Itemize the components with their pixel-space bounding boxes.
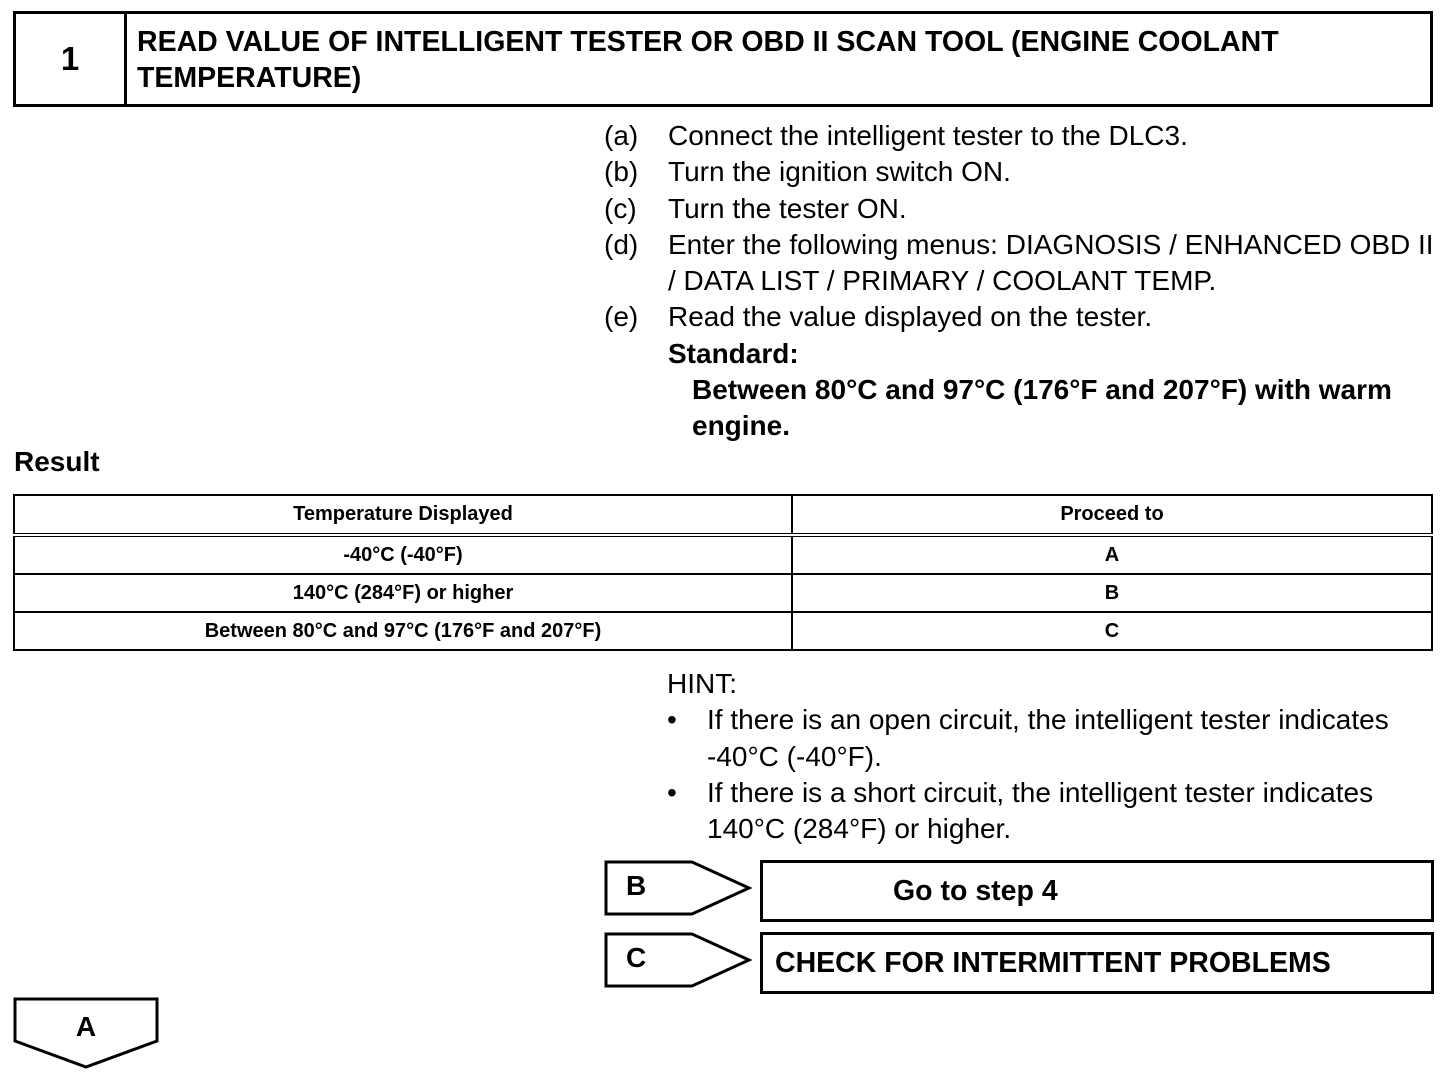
hint-item bbox=[667, 775, 1437, 848]
instruction-key: (c) bbox=[604, 192, 637, 224]
instruction-item bbox=[604, 299, 1434, 335]
temperature-cell: Between 80°C and 97°C (176°F and 207°F) bbox=[14, 612, 792, 650]
instruction-item bbox=[604, 227, 1434, 300]
standard-label: Standard: bbox=[668, 337, 799, 369]
table-row bbox=[14, 574, 1432, 612]
result-label: Result bbox=[14, 446, 100, 477]
instruction-item bbox=[604, 191, 1434, 227]
instruction-text: Read the value displayed on the tester. bbox=[668, 301, 1153, 333]
instruction-text: Connect the intelligent tester to the DLC3. bbox=[668, 120, 1188, 151]
instruction-list bbox=[604, 118, 1434, 445]
instruction-key: (e) bbox=[604, 301, 639, 333]
instruction-text: Enter the following menus: DIAGNOSIS / ENHANCED OBD II / DATA LIST / PRIMARY / COOLANT TEMP. bbox=[668, 228, 1434, 297]
table-header-row bbox=[14, 495, 1432, 535]
instruction-text: Turn the tester ON. bbox=[668, 192, 907, 224]
step-number: 1 bbox=[16, 14, 127, 104]
standard-value: Between 80°C and 97°C (176°F and 207°F) with warm engine. bbox=[692, 374, 1392, 442]
nav-option-c[interactable] bbox=[604, 932, 1434, 994]
nav-option-b[interactable] bbox=[604, 860, 1434, 922]
instruction-key: (a) bbox=[604, 120, 639, 151]
instruction-text: Turn the ignition switch ON. bbox=[668, 156, 1011, 188]
step-header bbox=[13, 11, 1433, 107]
result-table bbox=[13, 494, 1433, 651]
nav-letter: C bbox=[626, 942, 647, 973]
temperature-cell: -40°C (-40°F) bbox=[14, 535, 792, 574]
instruction-item bbox=[604, 154, 1434, 190]
proceed-cell: C bbox=[792, 612, 1432, 650]
hint-text: If there is an open circuit, the intelligent tester indicates -40°C (-40°F). bbox=[707, 704, 1389, 772]
step-title: READ VALUE OF INTELLIGENT TESTER OR OBD II SCAN TOOL (ENGINE COOLANT TEMPERATURE) bbox=[137, 26, 1279, 94]
instruction-key: (b) bbox=[604, 156, 639, 188]
instruction-key: (d) bbox=[604, 228, 639, 260]
hint-block bbox=[667, 666, 1437, 847]
hint-label: HINT: bbox=[667, 668, 737, 699]
table-row bbox=[14, 612, 1432, 650]
instruction-item bbox=[604, 118, 1434, 154]
column-header-proceed: Proceed to bbox=[792, 495, 1432, 535]
check-intermittent-button[interactable]: CHECK FOR INTERMITTENT PROBLEMS bbox=[760, 932, 1434, 994]
temperature-cell: 140°C (284°F) or higher bbox=[14, 574, 792, 612]
bullet-icon: • bbox=[667, 776, 677, 808]
proceed-cell: B bbox=[792, 574, 1432, 612]
nav-option-a[interactable] bbox=[13, 997, 161, 1071]
hint-item bbox=[667, 702, 1437, 775]
go-to-step-button[interactable]: Go to step 4 bbox=[760, 860, 1434, 922]
column-header-temperature: Temperature Displayed bbox=[14, 495, 792, 535]
table-row bbox=[14, 535, 1432, 574]
proceed-cell: A bbox=[792, 535, 1432, 574]
nav-letter: B bbox=[626, 870, 647, 901]
nav-letter: A bbox=[75, 1011, 97, 1042]
bullet-icon: • bbox=[667, 704, 677, 736]
hint-text: If there is a short circuit, the intelligent tester indicates 140°C (284°F) or higher. bbox=[707, 776, 1374, 845]
